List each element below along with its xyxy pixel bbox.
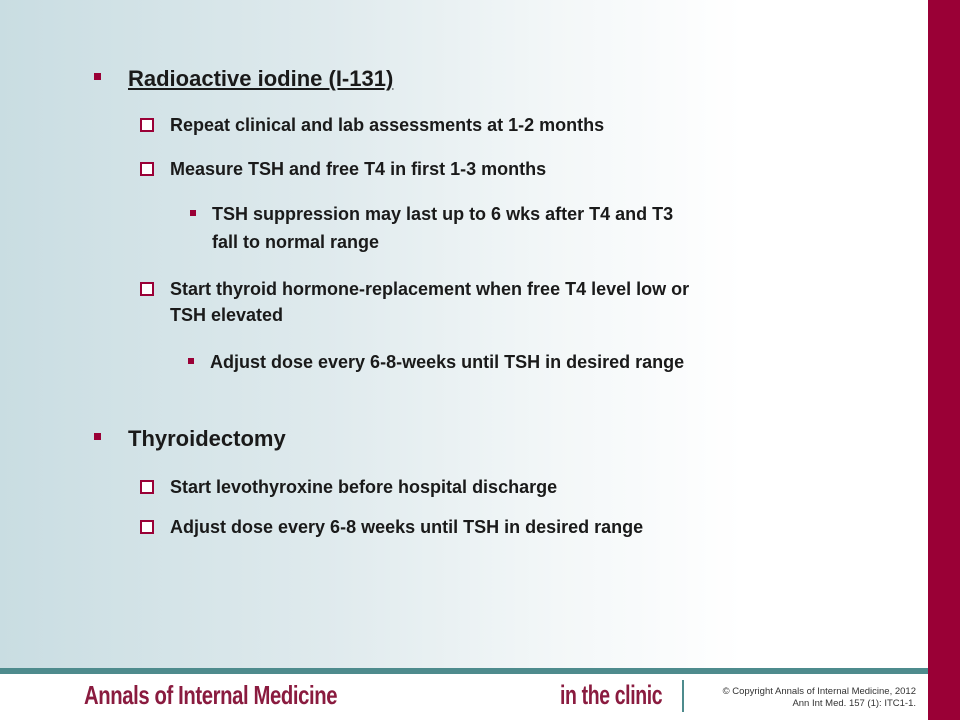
checkbox-bullet-icon xyxy=(140,282,154,296)
in-the-clinic-logo: in the clinic xyxy=(560,680,663,710)
bullet-square-icon xyxy=(190,210,196,216)
heading-radioactive-iodine: Radioactive iodine (I-131) xyxy=(128,66,393,92)
checkbox-bullet-icon xyxy=(140,480,154,494)
item-start-levothyroxine: Start levothyroxine before hospital discharge xyxy=(170,474,557,500)
item-measure-tsh: Measure TSH and free T4 in first 1-3 months xyxy=(170,156,546,182)
checkbox-bullet-icon xyxy=(140,118,154,132)
footer-vertical-divider xyxy=(682,680,684,712)
right-accent-bar xyxy=(928,0,960,720)
checkbox-bullet-icon xyxy=(140,162,154,176)
checkbox-bullet-icon xyxy=(140,520,154,534)
item-repeat-assessments: Repeat clinical and lab assessments at 1-2 months xyxy=(170,112,604,138)
bullet-square-icon xyxy=(94,73,101,80)
copyright-notice: © Copyright Annals of Internal Medicine, 2012 Ann Int Med. 157 (1): ITC1-1. xyxy=(722,686,916,709)
heading-thyroidectomy: Thyroidectomy xyxy=(128,426,286,452)
bullet-square-icon xyxy=(188,358,194,364)
journal-logo: Annals of Internal Medicine xyxy=(84,680,338,710)
item-adjust-dose-thyroidectomy: Adjust dose every 6-8 weeks until TSH in desired range xyxy=(170,514,643,540)
subitem-adjust-dose: Adjust dose every 6-8-weeks until TSH in desired range xyxy=(210,348,684,376)
bullet-square-icon xyxy=(94,433,101,440)
item-start-replacement: Start thyroid hormone-replacement when free T4 level low or TSH elevated xyxy=(170,276,689,328)
subitem-tsh-suppression: TSH suppression may last up to 6 wks after T4 and T3 fall to normal range xyxy=(212,200,673,256)
